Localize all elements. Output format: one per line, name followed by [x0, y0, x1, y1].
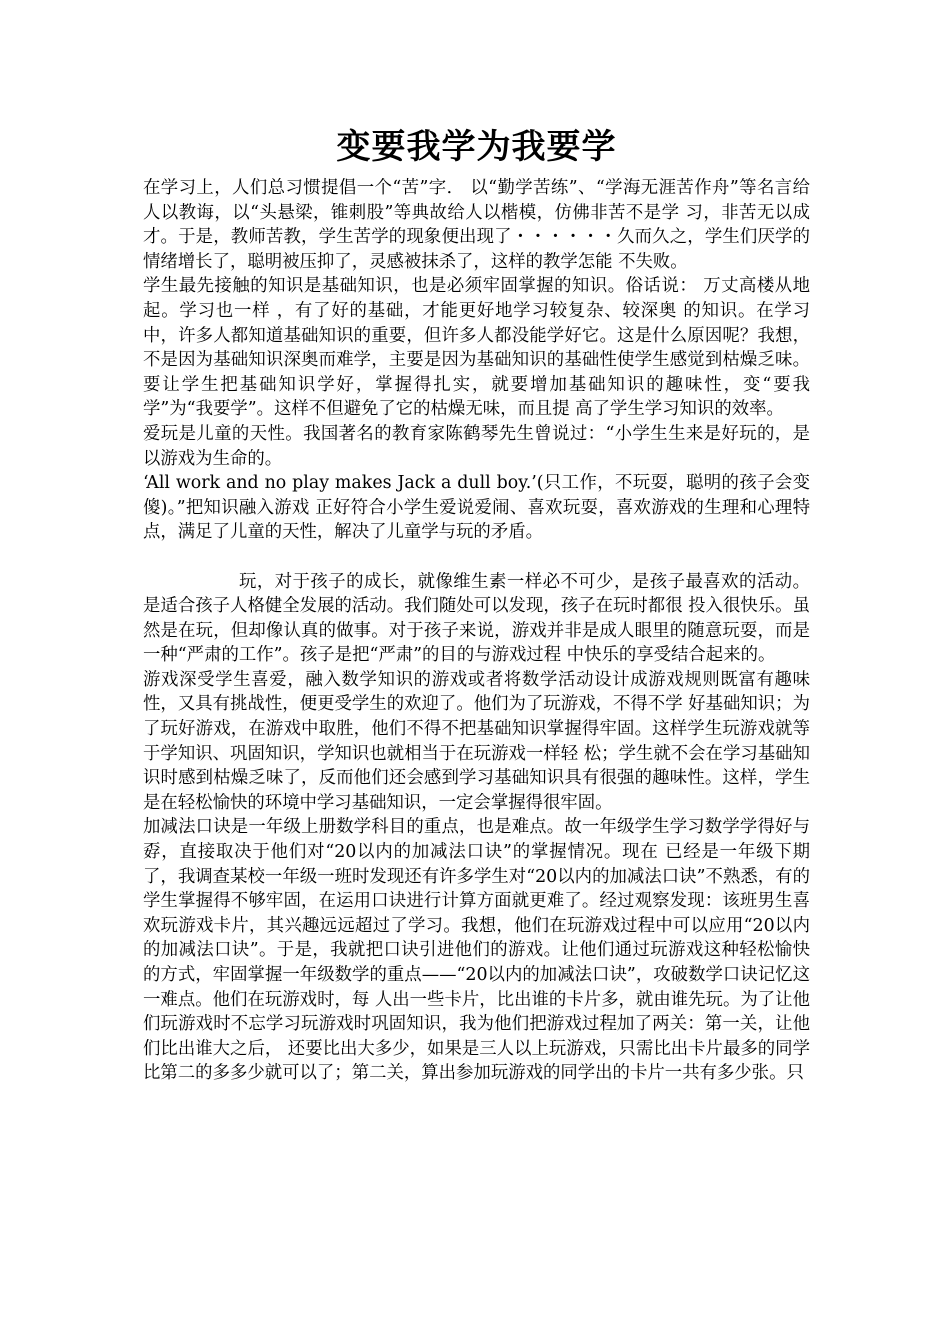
document-page — [143, 118, 810, 1086]
paragraph-4: ‘All work and no play makes Jack a dull boy.’(只工作，不玩耍，聪明的孩子会变傻)。”把知识融入游戏 正好符合小学生爱说爱闹、喜欢玩耍，喜欢游戏的生理和心理特点，满足了儿童的天性，解决了儿童学与玩的矛盾。 — [143, 473, 810, 543]
paragraph-1: 在学习上，人们总习惯提倡一个“苦”字． 以“勤学苦练”、“学海无涯苦作舟”等名言给人以教诲，以“头悬梁，锥刺股”等典故给人以楷模，仿佛非苦不是学 习，非苦无以成才。于是，教师苦教，学生苦学的现象便出现了・・・・・・久而久之，学生们厌学的情绪增长了，聪明被压抑了，灵感被抹杀了，这样的教学怎能 不失败。 — [143, 178, 810, 272]
paragraph-7: 加减法口诀是一年级上册数学科目的重点，也是难点。故一年级学生学习数学学得好与孬，直接取决于他们对“20以内的加减法口诀”的掌握情况。现在 已经是一年级下期了，我调查某校一年级一班时发现还有许多学生对“20以内的加减法口诀”不熟悉，有的学生掌握得不够牢固，在运用口诀进行计算方面就更难了。经过观察发现：该班男生喜欢玩游戏卡片，其兴趣远远超过了学习。我想，他们在玩游戏过程中可以应用“20以内的加减法口诀”。于是，我就把口诀引进他们的游戏。让他们通过玩游戏这种轻松愉快的方式，牢固掌握一年级数学的重点——“20以内的加减法口诀”，攻破数学口诀记忆这一难点。他们在玩游戏时，每 人出一些卡片，比出谁的卡片多，就由谁先玩。为了让他们玩游戏时不忘学习玩游戏时巩固知识，我为他们把游戏过程加了两关：第一关，让他们比出谁大之后， 还要比出大多少，如果是三人以上玩游戏，只需比出卡片最多的同学比第二的多多少就可以了；第二关，算出参加玩游戏的同学出的卡片一共有多少张。只 — [143, 817, 810, 1084]
document-title: 变要我学为我要学 — [336, 127, 617, 167]
paragraph-2: 学生最先接触的知识是基础知识，也是必须牢固掌握的知识。俗话说： 万丈高楼从地起。学习也一样 ，有了好的基础，才能更好地学习较复杂、较深奥 的知识。在学习中，许多人都知道基础知识的重要，但许多人都没能学好它。这是什么原因呢？我想，不是因为基础知识深奥而难学，主要是因为基础知识的基础性使学生感觉到枯燥乏味。要让学生把基础知识学好，掌握得扎实，就要增加基础知识的趣味性，变“要我学”为“我要学”。这样不但避免了它的枯燥无味，而且提 高了学生学习知识的效率。 — [143, 276, 810, 420]
paragraph-3: 爱玩是儿童的天性。我国著名的教育家陈鹤琴先生曾说过：“小学生生来是好玩的，是以游戏为生命的。 — [143, 423, 810, 469]
paragraph-5: 玩，对于孩子的成长，就像维生素一样必不可少，是孩子最喜欢的活动。是适合孩子人格健全发展的活动。我们随处可以发现，孩子在玩时都很 投入很快乐。虽然是在玩，但却像认真的做事。对于孩子来说，游戏并非是成人眼里的随意玩耍，而是一种“严肃的工作”。孩子是把“严肃”的目的与游戏过程 中快乐的享受结合起来的。 — [143, 571, 810, 666]
paragraph-6: 游戏深受学生喜爱，融入数学知识的游戏或者将数学活动设计成游戏规则既富有趣味性，又具有挑战性，便更受学生的欢迎了。他们为了玩游戏，不得不学 好基础知识；为了玩好游戏，在游戏中取胜，他们不得不把基础知识掌握得牢固。这样学生玩游戏就等于学知识、巩固知识，学知识也就相当于在玩游戏一样轻 松；学生就不会在学习基础知识时感到枯燥乏味了，反而他们还会感到学习基础知识具有很强的趣味性。这样，学生是在轻松愉快的环境中学习基础知识，一定会掌握得很牢固。 — [143, 669, 810, 813]
blank-line — [143, 545, 810, 570]
